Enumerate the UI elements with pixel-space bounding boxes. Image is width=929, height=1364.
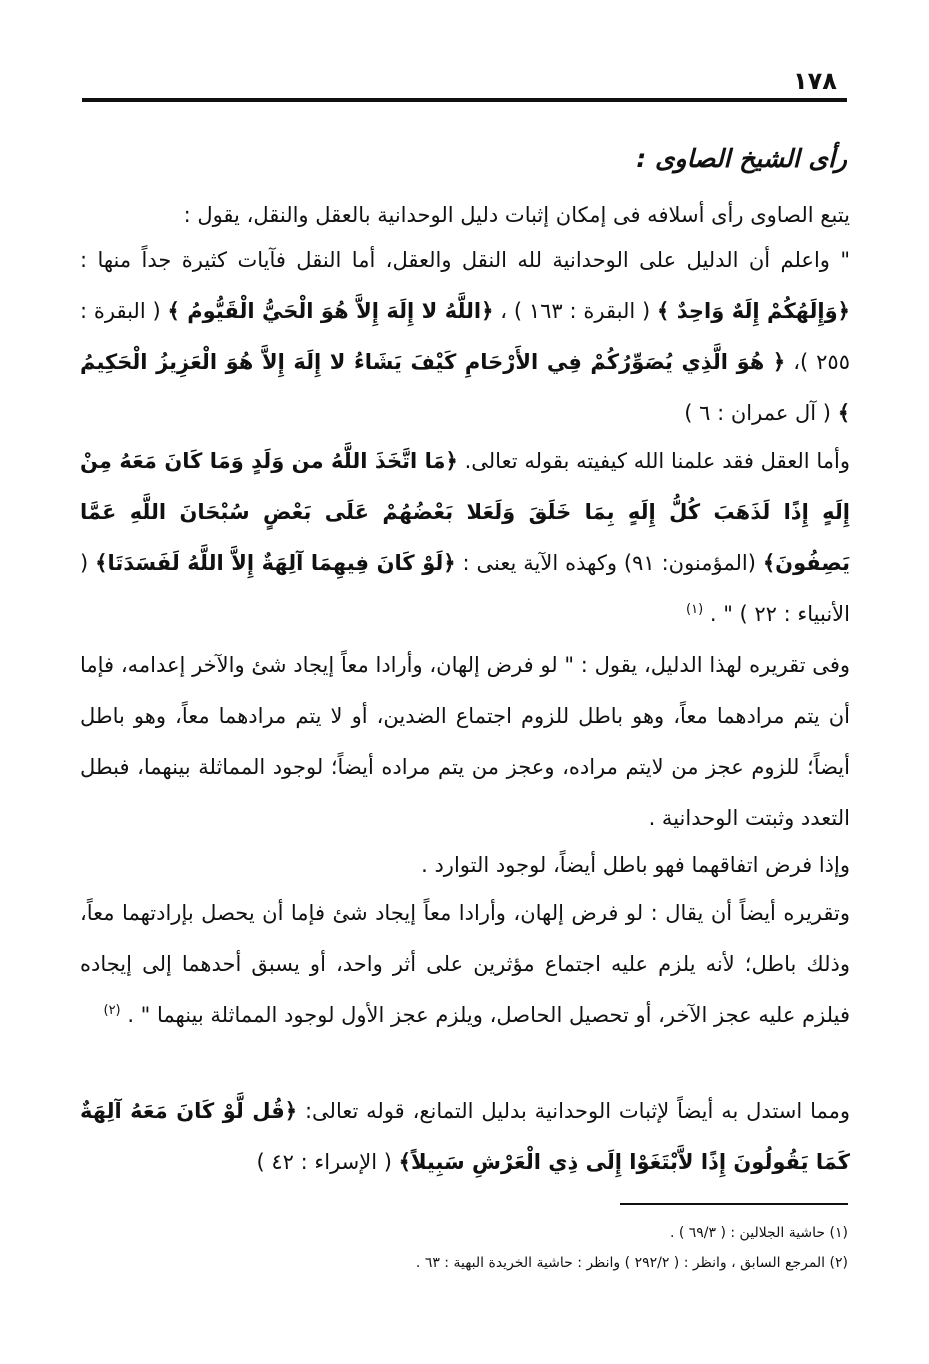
quran-verse: ﴿اللَّهُ لا إِلَهَ إِلاَّ هُوَ الْحَيُّ الْقَيُّومُ ﴾ <box>167 299 494 323</box>
quran-verse: ﴿وَإِلَهُكُمْ إِلَهٌ وَاحِدٌ ﴾ <box>657 299 850 323</box>
footnote-rule <box>620 1203 848 1205</box>
section-heading: رأى الشيخ الصاوى : <box>636 144 847 173</box>
paragraph-tamanu <box>80 1086 850 1188</box>
quran-verse: ﴿لَوْ كَانَ فِيهِمَا آلِهَةٌ إِلاَّ اللَّهُ لَفَسَدَتَا﴾ <box>95 551 456 575</box>
quran-verse: ﴿مَا اتَّخَذَ اللَّهُ من وَلَدٍ وَمَا كَانَ مَعَهُ مِنْ إِلَهٍ إِذًا لَذَهَبَ كُلُّ إِلَهٍ بِمَا خَلَقَ وَلَعَلا بَعْضُهُمْ عَلَى بَعْضٍ سُبْحَانَ اللَّهِ عَمَّا يَصِفُونَ﴾ <box>80 449 850 575</box>
verse-reference: ( البقرة : ٢٥٥ )، <box>80 299 850 374</box>
tamanu-intro: ومما استدل به أيضاً لإثبات الوحدانية بدليل التمانع، قوله تعالى: <box>304 1099 850 1123</box>
paragraph-taqrir-2-text: وتقريره أيضاً أن يقال : لو فرض إلهان، وأرادا معاً إيجاد شئ فإما أن يحصل بإرادتهما معاً، وذلك باطل؛ لأنه يلزم عليه اجتماع مؤثرين على أثر واحد، أو يسبق أحدهما إلى إيجاده فيلزم عليه عجز الآخر، أو تحصيل الحاصل، ويلزم عجز الأول لوجود المماثلة بينهما " . <box>80 901 850 1027</box>
nasl-intro: " واعلم أن الدليل على الوحدانية لله النقل والعقل، أما النقل فآيات كثيرة جداً منها : <box>80 248 850 272</box>
quran-verse: ﴿ هُوَ الَّذِي يُصَوِّرُكُمْ فِي الأَرْحَامِ كَيْفَ يَشَاءُ لا إِلَهَ إِلاَّ هُوَ الْعَزِيزُ الْحَكِيمُ ﴾ <box>80 350 850 425</box>
footnote-1: (١) حاشية الجلالين : ( ٦٩/٣ ) . <box>669 1225 848 1241</box>
aql-intro: وأما العقل فقد علمنا الله كيفيته بقوله تعالى. <box>464 449 850 473</box>
paragraph-aql <box>80 436 850 640</box>
verse-reference: (المؤمنون: ٩١) وكهذه الآية يعنى : <box>462 551 756 575</box>
verse-reference: ( الأنبياء : ٢٢ ) " . <box>80 551 850 626</box>
footnotes <box>82 1218 848 1278</box>
verse-reference: ( الإسراء : ٤٢ ) <box>256 1150 392 1174</box>
paragraph-intro <box>80 190 850 241</box>
paragraph-nasl <box>80 235 850 439</box>
verse-reference: ( آل عمران : ٦ ) <box>684 401 831 425</box>
paragraph-ittifaq-text: وإذا فرض اتفاقهما فهو باطل أيضاً، لوجود التوارد . <box>421 853 850 877</box>
footnote-marker: (٢) <box>103 1003 121 1018</box>
paragraph-taqrir-2 <box>80 888 850 1041</box>
verse-reference: ( البقرة : ١٦٣ ) ، <box>500 299 651 323</box>
footnote-marker: (١) <box>686 602 704 617</box>
quran-verse: ﴿قُل لَّوْ كَانَ مَعَهُ آلِهَةٌ كَمَا يَقُولُونَ إِذًا لاَّبْتَغَوْا إِلَى ذِي الْعَرْشِ سَبِيلاً﴾ <box>80 1099 850 1174</box>
paragraph-intro-text: يتبع الصاوى رأى أسلافه فى إمكان إثبات دليل الوحدانية بالعقل والنقل، يقول : <box>183 203 850 227</box>
header-rule <box>82 98 847 102</box>
paragraph-ittifaq <box>80 840 850 891</box>
paragraph-taqrir-text: وفى تقريره لهذا الدليل، يقول : " لو فرض إلهان، وأرادا معاً إيجاد شئ والآخر إعدامه، فإما أن يتم مرادهما معاً، وهو باطل للزوم اجتماع الضدين، أو لا يتم مرادهما معاً، وهو باطل أيضاً؛ للزوم عجز من لايتم مراده، وعجز من يتم مراده أيضاً؛ لوجود المماثلة بينهما، فبطل التعدد وثبتت الوحدانية . <box>80 653 850 830</box>
paragraph-taqrir <box>80 640 850 844</box>
page-number: ١٧٨ <box>793 67 837 95</box>
footnote-2: (٢) المرجع السابق ، وانظر : ( ٢٩٢/٢ ) وانظر : حاشية الخريدة البهية : ٦٣ . <box>415 1255 848 1271</box>
